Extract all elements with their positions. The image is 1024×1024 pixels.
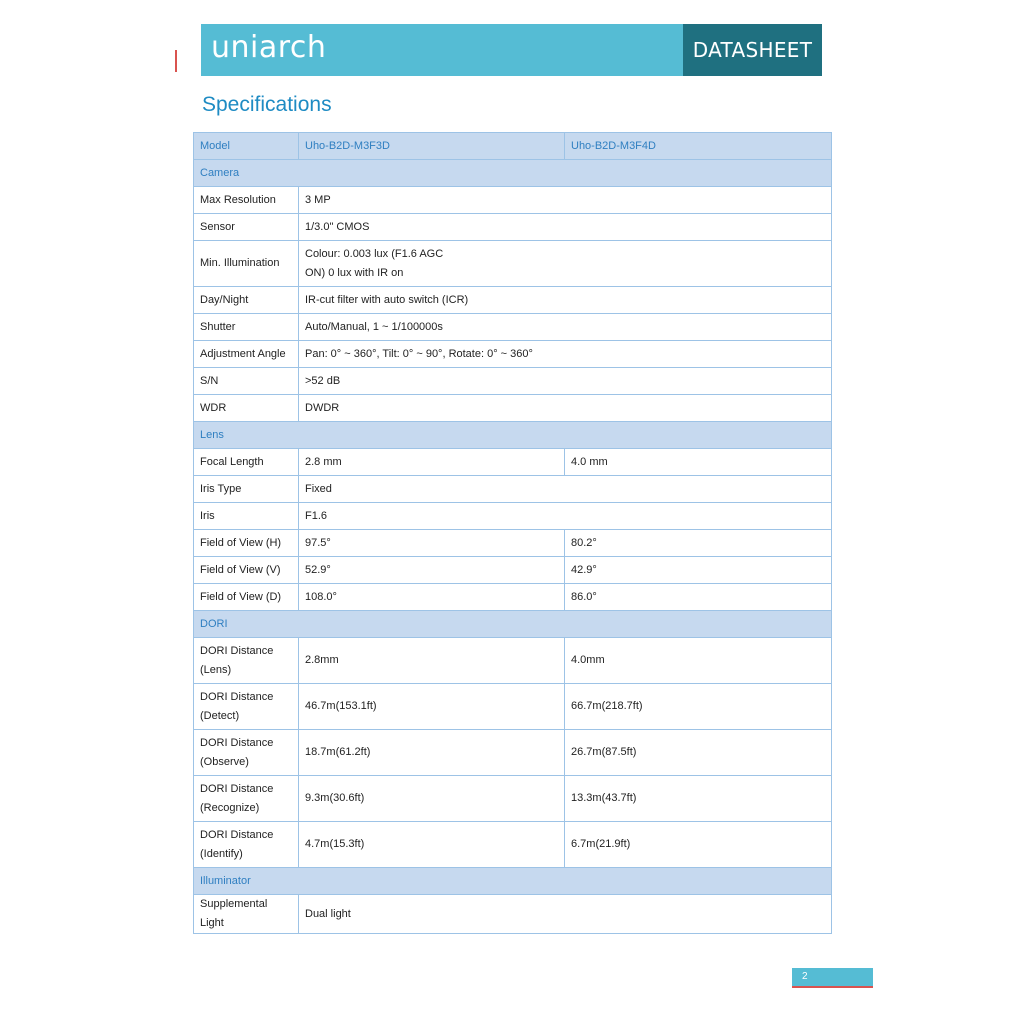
spec-label: Adjustment Angle [194,341,299,368]
spec-value: DWDR [299,395,832,422]
spec-value-model-1: 2.8mm [299,638,565,684]
section-row-camera [194,160,832,187]
table-row [194,214,832,241]
spec-value-model-1: 9.3m(30.6ft) [299,776,565,822]
section-title-camera: Camera [194,160,832,187]
spec-value: Auto/Manual, 1 ~ 1/100000s [299,314,832,341]
section-row-lens [194,422,832,449]
spec-label: S/N [194,368,299,395]
spec-label-line-1: DORI Distance [200,782,274,795]
spec-label: Iris Type [194,476,299,503]
spec-label-line-1: DORI Distance [200,644,274,657]
page-number: 2 [802,971,808,982]
table-row [194,241,832,287]
spec-value-model-1: 4.7m(15.3ft) [299,822,565,868]
table-row [194,287,832,314]
page-title: Specifications [202,93,332,116]
spec-value-model-2: 42.9° [565,557,832,584]
header-cell-model: Model [194,133,299,160]
table-row [194,584,832,611]
spec-value-model-2: 86.0° [565,584,832,611]
table-header-row [194,133,832,160]
spec-label: Day/Night [194,287,299,314]
table-row [194,895,832,934]
spec-value-model-1: 2.8 mm [299,449,565,476]
spec-value-model-1: 46.7m(153.1ft) [299,684,565,730]
table-row [194,341,832,368]
page-number-box [792,968,873,986]
spec-label: Sensor [194,214,299,241]
table-row [194,557,832,584]
spec-label: Field of View (V) [194,557,299,584]
header-cell-model-1: Uho-B2D-M3F3D [299,133,565,160]
table-row [194,730,832,776]
table-row [194,314,832,341]
spec-value-model-2: 26.7m(87.5ft) [565,730,832,776]
table-row [194,638,832,684]
spec-value-model-1: 52.9° [299,557,565,584]
table-row [194,530,832,557]
spec-value-model-2: 66.7m(218.7ft) [565,684,832,730]
spec-value: IR-cut filter with auto switch (ICR) [299,287,832,314]
spec-label-line-2: (Identify) [200,847,243,860]
section-title-lens: Lens [194,422,832,449]
table-row [194,684,832,730]
spec-label [194,730,299,776]
spec-value: 3 MP [299,187,832,214]
datasheet-badge: DATASHEET [683,24,822,76]
spec-value: Dual light [299,895,832,934]
spec-label: WDR [194,395,299,422]
spec-label: Iris [194,503,299,530]
section-title-dori: DORI [194,611,832,638]
spec-label [194,638,299,684]
spec-value-model-2: 4.0mm [565,638,832,684]
spec-label-line-1: DORI Distance [200,828,274,841]
spec-label-line-2: (Detect) [200,709,240,722]
table-row [194,503,832,530]
table-row [194,476,832,503]
spec-label: Supplemental Light [194,895,299,934]
header-banner [201,24,822,76]
spec-label: Field of View (H) [194,530,299,557]
spec-label [194,822,299,868]
spec-value-model-2: 4.0 mm [565,449,832,476]
spec-label: Max Resolution [194,187,299,214]
section-row-dori [194,611,832,638]
spec-label-line-2: (Recognize) [200,801,260,814]
spec-value-model-1: 18.7m(61.2ft) [299,730,565,776]
spec-value-model-1: 97.5° [299,530,565,557]
spec-value [299,241,832,287]
spec-value: F1.6 [299,503,832,530]
uniarch-logo: uniarch [211,30,327,65]
section-title-illuminator: Illuminator [194,868,832,895]
header-cell-model-2: Uho-B2D-M3F4D [565,133,832,160]
table-row [194,822,832,868]
spec-label [194,776,299,822]
section-row-illuminator [194,868,832,895]
spec-label-line-1: DORI Distance [200,736,274,749]
spec-label: Shutter [194,314,299,341]
table-row [194,776,832,822]
spec-value-model-2: 13.3m(43.7ft) [565,776,832,822]
spec-value: 1/3.0" CMOS [299,214,832,241]
spec-value-model-2: 6.7m(21.9ft) [565,822,832,868]
spec-label: Focal Length [194,449,299,476]
side-accent-mark [175,50,177,72]
page-number-underline [792,986,873,988]
table-row [194,187,832,214]
spec-label-line-1: DORI Distance [200,690,274,703]
spec-label: Min. Illumination [194,241,299,287]
spec-label-line-2: (Observe) [200,755,249,768]
spec-label-line-2: (Lens) [200,663,232,676]
spec-value-line-2: ON) 0 lux with IR on [305,266,404,279]
specifications-table [193,132,832,934]
spec-label [194,684,299,730]
spec-value-line-1: Colour: 0.003 lux (F1.6 AGC [305,247,444,260]
spec-label: Field of View (D) [194,584,299,611]
table-row [194,395,832,422]
spec-value-model-2: 80.2° [565,530,832,557]
spec-value: >52 dB [299,368,832,395]
spec-value-model-1: 108.0° [299,584,565,611]
spec-value: Fixed [299,476,832,503]
table-row [194,449,832,476]
spec-value: Pan: 0° ~ 360°, Tilt: 0° ~ 90°, Rotate: 0° ~ 360° [299,341,832,368]
table-row [194,368,832,395]
